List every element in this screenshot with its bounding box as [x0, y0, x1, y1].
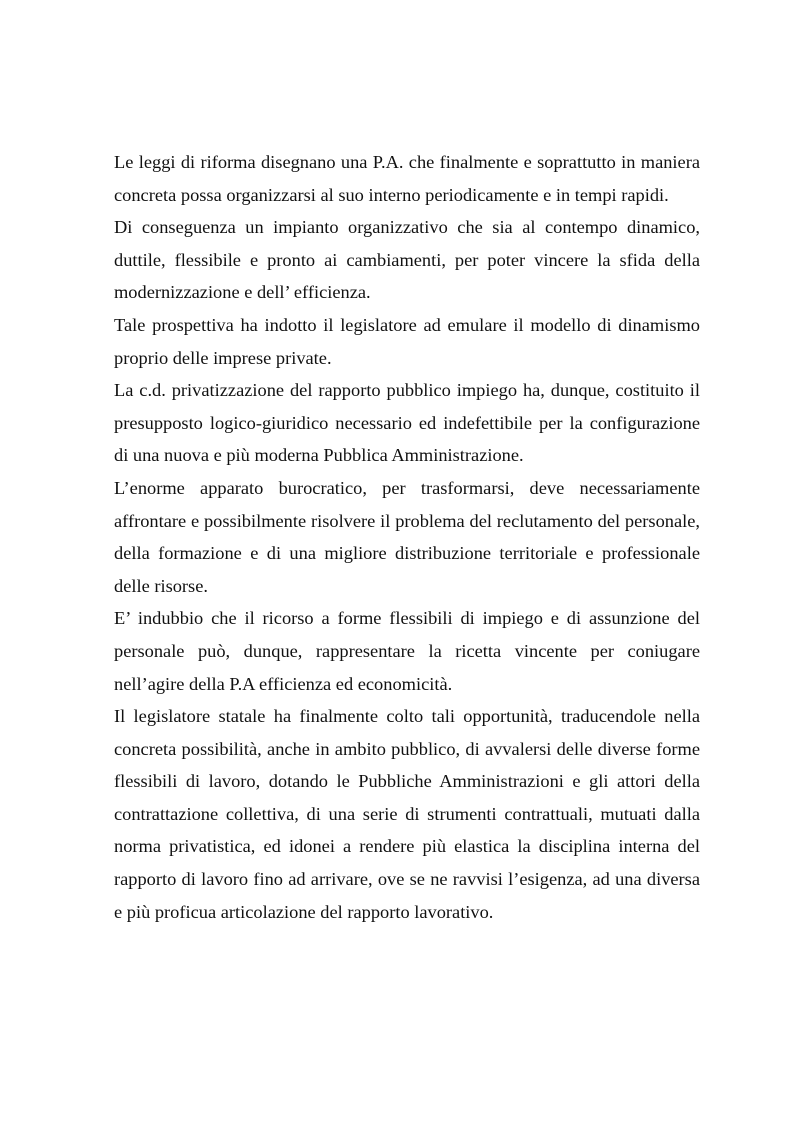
paragraph-7: Il legislatore statale ha finalmente colto tali opportunità, traducendole nella concreta possibilità, anche in ambito pubblico, di avvalersi delle diverse forme flessibili di lavoro, dotando le Pubbliche Amministrazioni e gli attori della contrattazione collettiva, di una serie di strumenti contrattuali, mutuati dalla norma privatistica, ed idonei a rendere più elastica la disciplina interna del rapporto di lavoro fino ad arrivare, ove se ne ravvisi l’esigenza, ad una diversa e più proficua articolazione del rapporto lavorativo. [114, 706, 700, 922]
paragraph-6: E’ indubbio che il ricorso a forme flessibili di impiego e di assunzione del personale può, dunque, rappresentare la ricetta vincente per coniugare nell’agire della P.A efficienza ed economicità. [114, 608, 700, 694]
paragraph-5: L’enorme apparato burocratico, per trasformarsi, deve necessariamente affrontare e possibilmente risolvere il problema del reclutamento del personale, della formazione e di una migliore distribuzione territoriale e professionale delle risorse. [114, 477, 700, 596]
paragraph-4: La c.d. privatizzazione del rapporto pubblico impiego ha, dunque, costituito il presupposto logico-giuridico necessario ed indefettibile per la configurazione di una nuova e più moderna Pubblica Amministrazione. [114, 380, 700, 466]
paragraph-2: Di conseguenza un impianto organizzativo che sia al contempo dinamico, duttile, flessibile e pronto ai cambiamenti, per poter vincere la sfida della modernizzazione e dell’ efficienza. [114, 217, 700, 303]
body-text [114, 146, 700, 928]
paragraph-1: Le leggi di riforma disegnano una P.A. che finalmente e soprattutto in maniera concreta possa organizzarsi al suo interno periodicamente e in tempi rapidi. [114, 152, 700, 205]
paragraph-3: Tale prospettiva ha indotto il legislatore ad emulare il modello di dinamismo proprio delle imprese private. [114, 314, 700, 368]
